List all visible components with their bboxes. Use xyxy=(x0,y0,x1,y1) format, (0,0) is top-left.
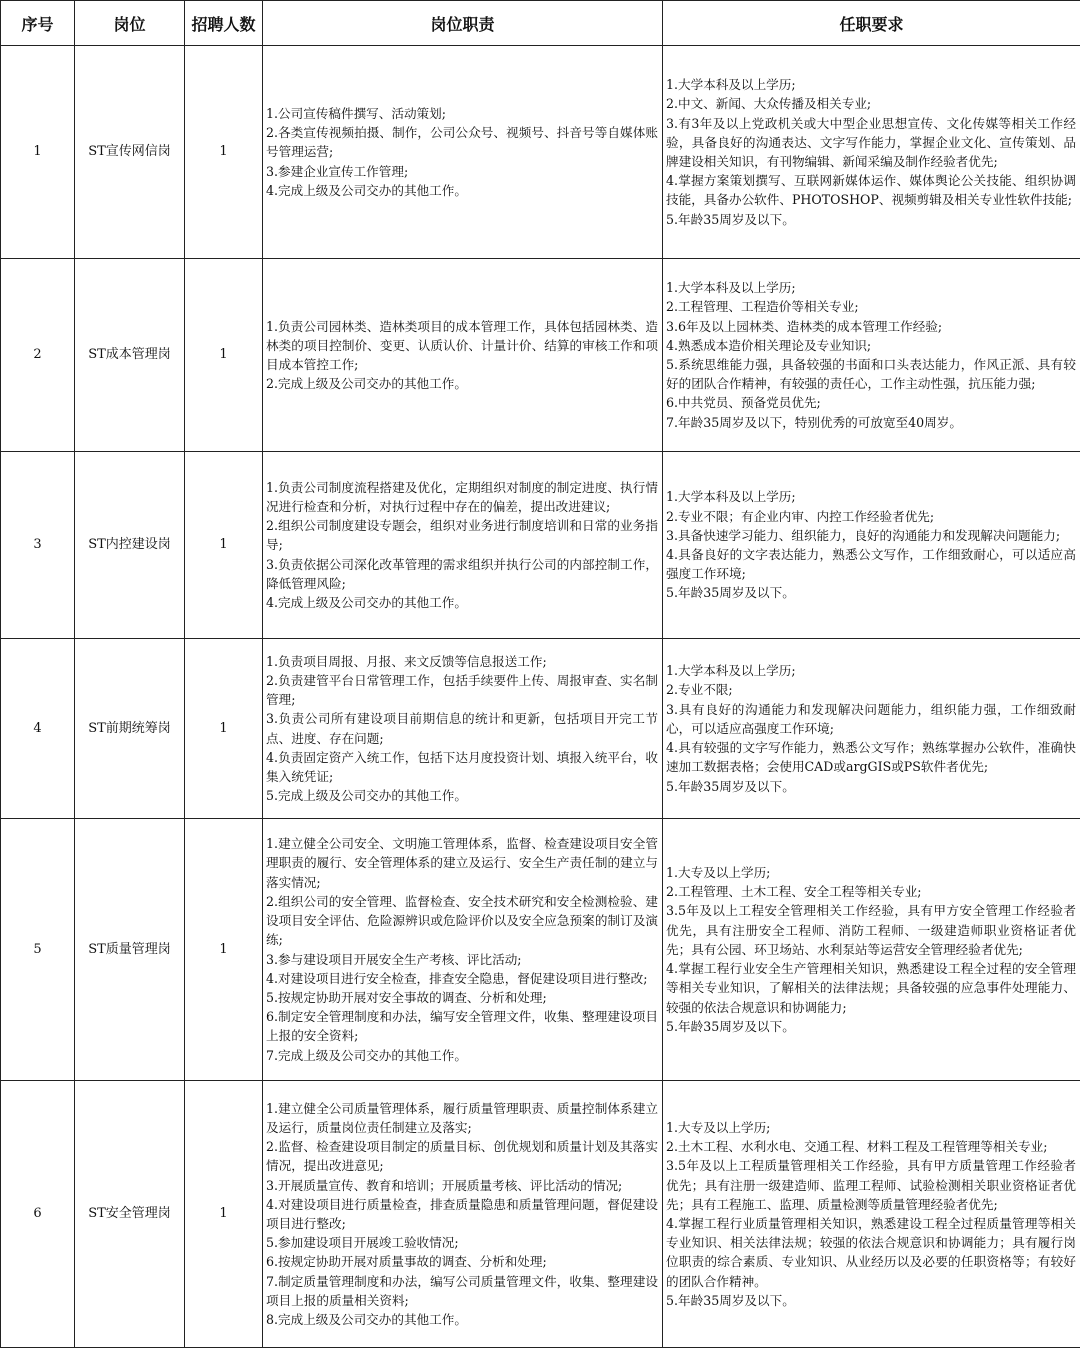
header-requirements: 任职要求 xyxy=(663,1,1080,46)
requirement-item: 4.掌握工程行业安全生产管理相关知识，熟悉建设工程全过程的安全管理等相关专业知识，了解相关的法律法规；具备较强的应急事件处理能力、较强的依法合规意识和协调能力; xyxy=(666,959,1076,1017)
header-count: 招聘人数 xyxy=(185,1,263,46)
row-number: 5 xyxy=(1,819,75,1081)
duty-item: 5.参加建设项目开展竣工验收情况; xyxy=(266,1233,658,1252)
requirement-item: 4.熟悉成本造价相关理论及专业知识; xyxy=(666,336,1076,355)
row-number: 1 xyxy=(1,46,75,259)
duty-item: 3.参与建设项目开展安全生产考核、评比活动; xyxy=(266,950,658,969)
hire-count: 1 xyxy=(185,819,263,1081)
requirement-item: 1.大专及以上学历; xyxy=(666,863,1076,882)
requirement-item: 3.有3年及以上党政机关或大中型企业思想宣传、文化传媒等相关工作经验，具备良好的沟通表达、文字写作能力，掌握企业文化、宣传策划、品牌建设相关知识，有刊物编辑、新闻采编及制作经验者优先; xyxy=(666,114,1076,172)
requirement-item: 2.土木工程、水利水电、交通工程、材料工程及工程管理等相关专业; xyxy=(666,1137,1076,1156)
position-name: ST安全管理岗 xyxy=(75,1081,185,1348)
table-row xyxy=(1,259,1080,452)
requirement-item: 2.中文、新闻、大众传播及相关专业; xyxy=(666,94,1076,113)
duties-cell xyxy=(263,639,663,819)
requirement-item: 1.大学本科及以上学历; xyxy=(666,487,1076,506)
duty-item: 2.监督、检查建设项目制定的质量目标、创优规划和质量计划及其落实情况，提出改进意见; xyxy=(266,1137,658,1175)
duty-item: 2.完成上级及公司交办的其他工作。 xyxy=(266,374,658,393)
table-row xyxy=(1,452,1080,639)
duties-cell xyxy=(263,46,663,259)
requirement-item: 4.具备良好的文字表达能力，熟悉公文写作，工作细致耐心，可以适应高强度工作环境; xyxy=(666,545,1076,583)
duty-item: 3.负责公司所有建设项目前期信息的统计和更新，包括项目开完工节点、进度、存在问题; xyxy=(266,709,658,747)
requirement-item: 5.系统思维能力强，具备较强的书面和口头表达能力，作风正派、具有较好的团队合作精神，有较强的责任心，工作主动性强，抗压能力强; xyxy=(666,355,1076,393)
requirement-item: 1.大学本科及以上学历; xyxy=(666,661,1076,680)
duties-cell xyxy=(263,1081,663,1348)
requirement-item: 1.大专及以上学历; xyxy=(666,1118,1076,1137)
duty-item: 4.完成上级及公司交办的其他工作。 xyxy=(266,593,658,612)
duties-cell xyxy=(263,452,663,639)
duty-item: 1.公司宣传稿件撰写、活动策划; xyxy=(266,104,658,123)
requirement-item: 3.5年及以上工程安全管理相关工作经验，具有甲方安全管理工作经验者优先，具有注册安全工程师、消防工程师、一级建造师职业资格证者优先；具有公园、环卫场站、水利泵站等运营安全管理经验者优先; xyxy=(666,901,1076,959)
duty-item: 5.完成上级及公司交办的其他工作。 xyxy=(266,786,658,805)
duty-item: 2.组织公司的安全管理、监督检查、安全技术研究和安全检测检验、建设项目安全评估、危险源辨识或危险评价以及安全应急预案的制订及演练; xyxy=(266,892,658,950)
duty-item: 8.完成上级及公司交办的其他工作。 xyxy=(266,1310,658,1329)
requirement-item: 3.5年及以上工程质量管理相关工作经验，具有甲方质量管理工作经验者优先；具有注册一级建造师、监理工程师、试验检测相关职业资格证者优先；具有工程施工、监理、质量检测等质量管理经验者优先; xyxy=(666,1156,1076,1214)
duty-item: 6.制定安全管理制度和办法，编写安全管理文件，收集、整理建设项目上报的安全资料; xyxy=(266,1007,658,1045)
requirement-item: 1.大学本科及以上学历; xyxy=(666,278,1076,297)
table-row xyxy=(1,1081,1080,1348)
duty-item: 2.组织公司制度建设专题会，组织对业务进行制度培训和日常的业务指导; xyxy=(266,516,658,554)
position-name: ST前期统筹岗 xyxy=(75,639,185,819)
requirements-cell xyxy=(663,639,1080,819)
duty-item: 1.负责公司制度流程搭建及优化，定期组织对制度的制定进度、执行情况进行检查和分析，对执行过程中存在的偏差，提出改进建议; xyxy=(266,478,658,516)
requirement-item: 2.专业不限; xyxy=(666,680,1076,699)
duties-cell xyxy=(263,259,663,452)
requirement-item: 5.年龄35周岁及以下。 xyxy=(666,1017,1076,1036)
requirement-item: 2.工程管理、工程造价等相关专业; xyxy=(666,297,1076,316)
position-name: ST质量管理岗 xyxy=(75,819,185,1081)
requirement-item: 3.具有良好的沟通能力和发现解决问题能力，组织能力强，工作细致耐心，可以适应高强度工作环境; xyxy=(666,700,1076,738)
requirement-item: 5.年龄35周岁及以下。 xyxy=(666,1291,1076,1310)
requirement-item: 2.工程管理、土木工程、安全工程等相关专业; xyxy=(666,882,1076,901)
requirement-item: 4.具有较强的文字写作能力，熟悉公文写作；熟练掌握办公软件，准确快速加工数据表格；会使用CAD或argGIS或PS软件者优先; xyxy=(666,738,1076,776)
duty-item: 1.负责公司园林类、造林类项目的成本管理工作，具体包括园林类、造林类的项目控制价、变更、认质认价、计量计价、结算的审核工作和项目成本管控工作; xyxy=(266,317,658,375)
requirement-item: 3.6年及以上园林类、造林类的成本管理工作经验; xyxy=(666,317,1076,336)
duty-item: 3.开展质量宣传、教育和培训；开展质量考核、评比活动的情况; xyxy=(266,1176,658,1195)
requirements-cell xyxy=(663,1081,1080,1348)
hire-count: 1 xyxy=(185,452,263,639)
requirement-item: 4.掌握方案策划撰写、互联网新媒体运作、媒体舆论公关技能、组织协调技能，具备办公软件、PHOTOSHOP、视频剪辑及相关专业性软件技能; xyxy=(666,171,1076,209)
duty-item: 7.制定质量管理制度和办法，编写公司质量管理文件，收集、整理建设项目上报的质量相关资料; xyxy=(266,1272,658,1310)
requirement-item: 5.年龄35周岁及以下。 xyxy=(666,583,1076,602)
requirement-item: 4.掌握工程行业质量管理相关知识，熟悉建设工程全过程质量管理等相关专业知识、相关法律法规；较强的依法合规意识和协调能力；具有履行岗位职责的综合素质、专业知识、从业经历以及必要的任职资格等；有较好的团队合作精神。 xyxy=(666,1214,1076,1291)
requirements-cell xyxy=(663,819,1080,1081)
position-name: ST成本管理岗 xyxy=(75,259,185,452)
requirements-cell xyxy=(663,452,1080,639)
table-row xyxy=(1,819,1080,1081)
duty-item: 2.各类宣传视频拍摄、制作，公司公众号、视频号、抖音号等自媒体账号管理运营; xyxy=(266,123,658,161)
duty-item: 1.建立健全公司质量管理体系，履行质量管理职责、质量控制体系建立及运行，质量岗位责任制建立及落实; xyxy=(266,1099,658,1137)
requirement-item: 5.年龄35周岁及以下。 xyxy=(666,777,1076,796)
duty-item: 4.对建设项目进行安全检查，排查安全隐患，督促建设项目进行整改; xyxy=(266,969,658,988)
requirements-cell xyxy=(663,46,1080,259)
position-name: ST宣传网信岗 xyxy=(75,46,185,259)
duty-item: 7.完成上级及公司交办的其他工作。 xyxy=(266,1046,658,1065)
duty-item: 1.负责项目周报、月报、来文反馈等信息报送工作; xyxy=(266,652,658,671)
hire-count: 1 xyxy=(185,259,263,452)
hire-count: 1 xyxy=(185,1081,263,1348)
requirement-item: 7.年龄35周岁及以下，特别优秀的可放宽至40周岁。 xyxy=(666,413,1076,432)
row-number: 3 xyxy=(1,452,75,639)
requirements-cell xyxy=(663,259,1080,452)
table-row xyxy=(1,46,1080,259)
header-no: 序号 xyxy=(1,1,75,46)
position-name: ST内控建设岗 xyxy=(75,452,185,639)
hire-count: 1 xyxy=(185,639,263,819)
row-number: 4 xyxy=(1,639,75,819)
hire-count: 1 xyxy=(185,46,263,259)
duty-item: 4.负责固定资产入统工作，包括下达月度投资计划、填报入统平台，收集入统凭证; xyxy=(266,748,658,786)
requirement-item: 5.年龄35周岁及以下。 xyxy=(666,210,1076,229)
header-row xyxy=(1,1,1080,46)
duty-item: 2.负责建管平台日常管理工作，包括手续要件上传、周报审查、实名制管理; xyxy=(266,671,658,709)
row-number: 6 xyxy=(1,1081,75,1348)
header-position: 岗位 xyxy=(75,1,185,46)
duty-item: 3.负责依据公司深化改革管理的需求组织并执行公司的内部控制工作，降低管理风险; xyxy=(266,555,658,593)
header-duties: 岗位职责 xyxy=(263,1,663,46)
row-number: 2 xyxy=(1,259,75,452)
duty-item: 6.按规定协助开展对质量事故的调查、分析和处理; xyxy=(266,1252,658,1271)
requirement-item: 6.中共党员、预备党员优先; xyxy=(666,393,1076,412)
duty-item: 3.参建企业宣传工作管理; xyxy=(266,162,658,181)
table-row xyxy=(1,639,1080,819)
requirement-item: 3.具备快速学习能力、组织能力，良好的沟通能力和发现解决问题能力; xyxy=(666,526,1076,545)
duty-item: 5.按规定协助开展对安全事故的调查、分析和处理; xyxy=(266,988,658,1007)
duty-item: 4.完成上级及公司交办的其他工作。 xyxy=(266,181,658,200)
duty-item: 4.对建设项目进行质量检查，排查质量隐患和质量管理问题，督促建设项目进行整改; xyxy=(266,1195,658,1233)
duties-cell xyxy=(263,819,663,1081)
requirement-item: 1.大学本科及以上学历; xyxy=(666,75,1076,94)
requirement-item: 2.专业不限；有企业内审、内控工作经验者优先; xyxy=(666,507,1076,526)
duty-item: 1.建立健全公司安全、文明施工管理体系，监督、检查建设项目安全管理职责的履行、安全管理体系的建立及运行、安全生产责任制的建立与落实情况; xyxy=(266,834,658,892)
